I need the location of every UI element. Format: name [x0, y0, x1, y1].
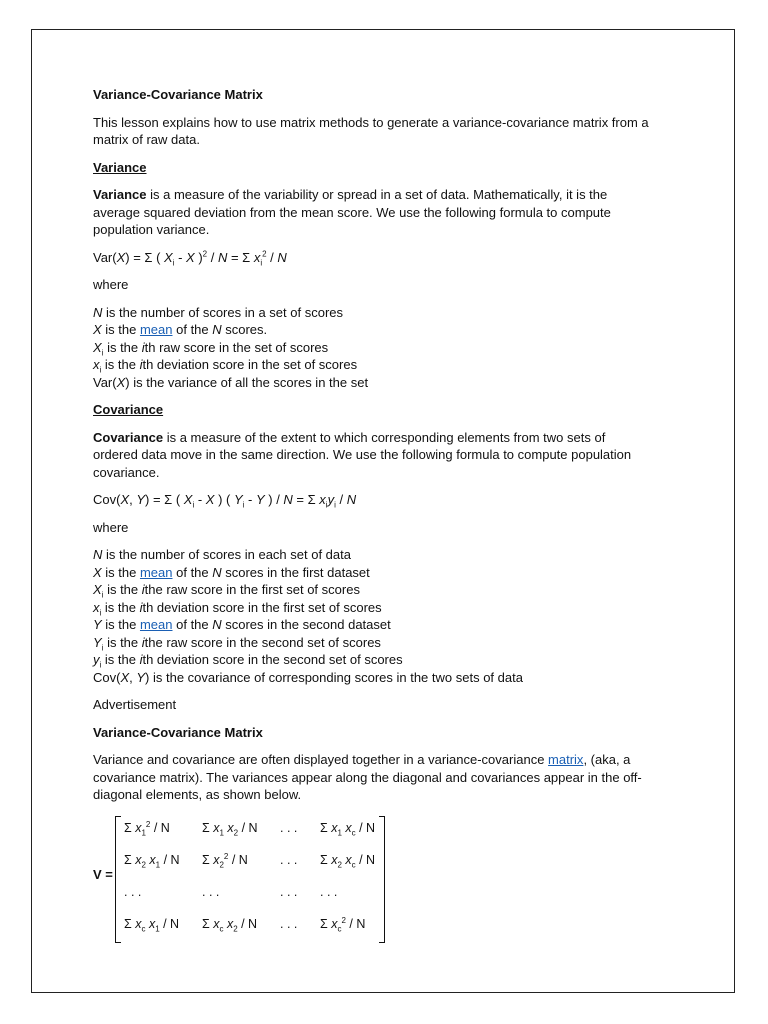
- document-title: Variance-Covariance Matrix: [93, 87, 263, 102]
- document-content: [93, 86, 653, 944]
- variance-definitions: [93, 304, 653, 392]
- matrix-cell: Σ $x_1$ $x_c$ / N: [320, 820, 376, 837]
- matrix-cell: Σ $x_1^2$ / N: [124, 819, 170, 837]
- matrix-cell: Σ $x_c$ $x_1$ / N: [124, 916, 180, 933]
- mean-link[interactable]: mean: [139, 322, 173, 337]
- variance-term: Variance: [93, 187, 147, 202]
- matrix-cell: . . .: [320, 884, 338, 899]
- definition-item: X is the mean of the N scores in the first dataset: [93, 564, 370, 580]
- matrix-cell: Σ $x_c^2$ / N: [320, 915, 366, 933]
- definition-item: Y is the mean of the N scores in the second dataset: [93, 617, 391, 632]
- definition-item: Var(X) is the variance of all the scores in the set: [93, 374, 369, 390]
- covariance-description: is a measure of the extent to which corresponding elements from two sets of ordered data move in the same direction. We use the following formula to compute population covariance.: [93, 429, 632, 480]
- matrix-left-bracket: [115, 816, 121, 943]
- definition-item: Cov(X, Y) is the covariance of corresponding scores in the two sets of data: [93, 669, 523, 685]
- covariance-term: Covariance: [93, 429, 164, 445]
- variance-description: is a measure of the variability or spread in a set of data. Mathematically, it is the average squared deviation from the mean score. We use the following formula to compute population variance.: [93, 187, 611, 237]
- covariance-formula: Cov(X, Y) = Σ ( $X_i$ - X ) ( $Y_i$ - Y ) / N = Σ $x_iy_i$ / N: [93, 492, 357, 510]
- covariance-where: where: [93, 519, 129, 535]
- matrix-cell: . . .: [280, 884, 298, 899]
- matrix-cell: . . .: [202, 884, 220, 899]
- definition-item: X is the mean of the N scores.: [93, 322, 268, 337]
- matrix-cell: . . .: [124, 884, 142, 899]
- matrix-cell: . . .: [280, 820, 298, 835]
- vcm-description-end: , (aka, a covariance matrix). The variances appear along the diagonal and covariances appear in the off-diagonal elements, as shown below.: [93, 752, 642, 802]
- vcm-heading: Variance-Covariance Matrix: [93, 724, 263, 740]
- definition-item: N is the number of scores in a set of scores: [93, 304, 343, 320]
- variance-formula: Var(X) = Σ ( $X_i$ - X )$^2$ / N = Σ $x_i^2$ / N: [93, 249, 287, 268]
- advertisement-label: Advertisement: [93, 697, 177, 712]
- matrix-label: V =: [93, 866, 113, 882]
- matrix-cell: Σ $x_c$ $x_2$ / N: [202, 916, 258, 933]
- definition-item: $x_i$ is the ith deviation score in the first set of scores: [93, 599, 382, 618]
- matrix-cell: Σ $x_2^2$ / N: [202, 851, 248, 869]
- covariance-paragraph: [93, 429, 653, 482]
- definition-item: N is the number of scores in each set of data: [93, 547, 351, 562]
- matrix-cell: Σ $x_1$ $x_2$ / N: [202, 820, 258, 837]
- covariance-definitions: [93, 546, 653, 686]
- mean-link[interactable]: mean: [139, 617, 173, 632]
- matrix-right-bracket: [379, 816, 385, 943]
- matrix-link[interactable]: matrix: [548, 752, 584, 767]
- matrix-cell: Σ $x_2$ $x_c$ / N: [320, 852, 376, 869]
- definition-item: $x_i$ is the ith deviation score in the set of scores: [93, 357, 358, 375]
- mean-link[interactable]: mean: [139, 564, 173, 580]
- matrix-cell: . . .: [280, 916, 298, 931]
- variance-where: where: [93, 277, 129, 292]
- matrix-cell: . . .: [280, 852, 298, 867]
- covariance-heading: Covariance: [93, 402, 164, 417]
- definition-item: $Y_i$ is the ithe raw score in the second set of scores: [93, 634, 381, 653]
- definition-item: $X_i$ is the ith raw score in the set of scores: [93, 339, 329, 358]
- definition-item: $y_i$ is the ith deviation score in the second set of scores: [93, 652, 403, 670]
- variance-covariance-matrix: [93, 814, 653, 944]
- variance-heading: Variance: [93, 159, 147, 175]
- matrix-cell: Σ $x_2$ $x_1$ / N: [124, 852, 180, 869]
- variance-paragraph: [93, 186, 653, 239]
- vcm-paragraph: [93, 751, 653, 804]
- vcm-description-start: Variance and covariance are often displayed together in a variance-covariance: [93, 752, 549, 767]
- definition-item: $X_i$ is the ithe raw score in the first set of scores: [93, 582, 360, 600]
- intro-paragraph: This lesson explains how to use matrix methods to generate a variance-covariance matrix from a matrix of raw data.: [93, 114, 649, 147]
